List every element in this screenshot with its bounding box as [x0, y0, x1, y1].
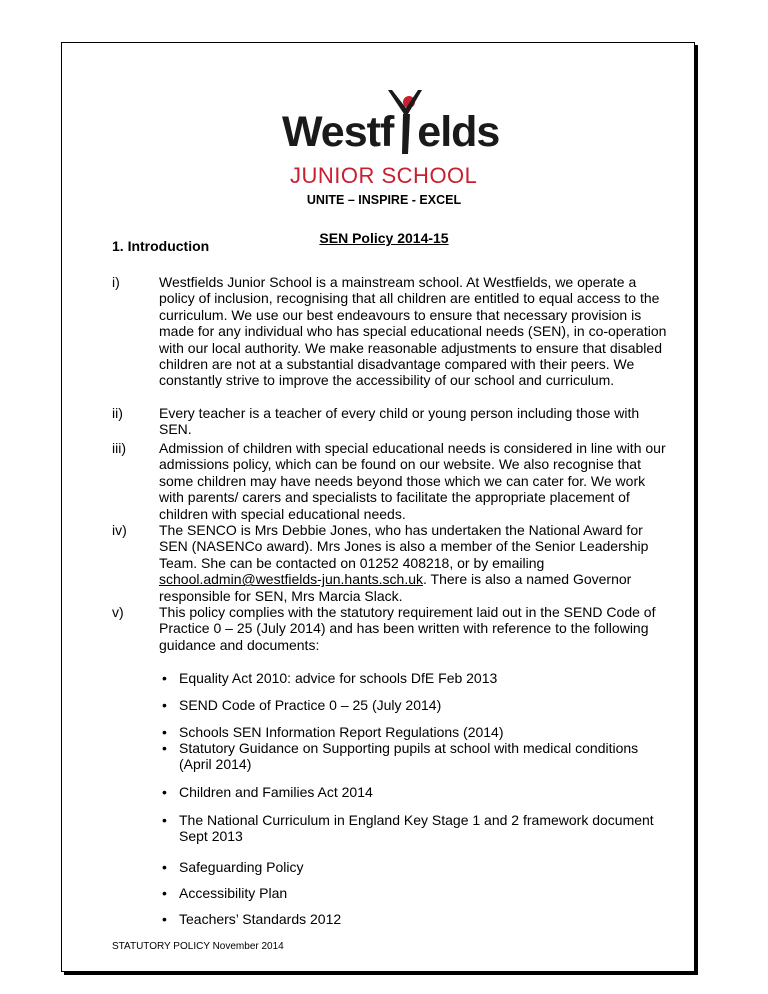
bullet-icon: • [162, 812, 167, 828]
governor-text: . There is also a named Governor responsible for SEN, Mrs Marcia Slack. [159, 571, 632, 604]
logo-word-left: Westf [282, 108, 394, 156]
list-item [112, 604, 672, 653]
jumping-figure-icon [386, 88, 426, 158]
list-item-text: Every teacher is a teacher of every child or young person including those with SEN. [159, 405, 640, 438]
list-item-text: Admission of children with special educational needs is considered in line with our admissions policy, which can be found on our website. We also recognise that some children may have needs beyond those which we can cater for. We work with parents/ carers and specialists to facilitate the appropriate placement of children with special educational needs. [159, 440, 666, 522]
bullet-item [162, 784, 662, 800]
list-item-number: i) [112, 274, 120, 290]
bullet-icon: • [162, 697, 167, 713]
bullet-item [162, 697, 662, 713]
list-item-text [159, 522, 672, 604]
bullet-icon: • [162, 784, 167, 800]
bullet-text: SEND Code of Practice 0 – 25 (July 2014) [179, 697, 442, 713]
list-item-number: iii) [112, 440, 126, 456]
logo-word-right: elds [417, 108, 500, 156]
page-footer: STATUTORY POLICY November 2014 [112, 941, 284, 952]
list-item [112, 522, 672, 604]
list-item-number: iv) [112, 522, 127, 538]
list-item [112, 440, 672, 522]
logo-subtitle: JUNIOR SCHOOL [290, 163, 478, 188]
list-item-number: v) [112, 604, 124, 620]
bullet-item [162, 724, 662, 740]
bullet-icon: • [162, 859, 167, 875]
list-item [112, 274, 672, 389]
bullet-text: The National Curriculum in England Key Stage 1 and 2 framework document Sept 2013 [179, 812, 654, 845]
email-link[interactable]: school.admin@westfields-jun.hants.sch.uk [159, 571, 424, 588]
bullet-text: Equality Act 2010: advice for schools DfE Feb 2013 [179, 670, 498, 686]
bullet-item [162, 911, 662, 927]
bullet-item [162, 859, 662, 875]
bullet-item [162, 740, 662, 773]
senco-text: The SENCO is Mrs Debbie Jones, who has undertaken the National Award for SEN (NASENCo award). Mrs Jones is also a member of the Senior Leadership Team. She can be contacted on 01252 408218, or by emailing [159, 522, 649, 571]
school-motto: UNITE – INSPIRE - EXCEL [306, 193, 462, 207]
list-item-number: ii) [112, 405, 123, 421]
bullet-text: Schools SEN Information Report Regulations (2014) [179, 724, 504, 740]
bullet-text: Safeguarding Policy [179, 859, 304, 875]
bullet-item [162, 812, 662, 845]
bullet-item [162, 885, 662, 901]
bullet-item [162, 670, 662, 686]
list-item [112, 405, 672, 438]
bullet-icon: • [162, 670, 167, 686]
bullet-icon: • [162, 911, 167, 927]
bullet-text: Statutory Guidance on Supporting pupils at school with medical conditions (April 2014) [179, 740, 639, 773]
list-item-text: This policy complies with the statutory requirement laid out in the SEND Code of Practice 0 – 25 (July 2014) and has been written with reference to the following guidance and documents: [159, 604, 656, 653]
school-logo [276, 88, 500, 192]
bullet-text: Children and Families Act 2014 [179, 784, 373, 800]
section-heading: 1. Introduction [112, 238, 210, 254]
bullet-icon: • [162, 724, 167, 740]
bullet-icon: • [162, 885, 167, 901]
bullet-text: Accessibility Plan [179, 885, 288, 901]
list-item-text: Westfields Junior School is a mainstream school. At Westfields, we operate a policy of inclusion, recognising that all children are entitled to equal access to the curriculum. We use our best endeavours to ensure that necessary provision is made for any individual who has special educational needs (SEN), in co-operation with our local authority. We make reasonable adjustments to ensure that disabled children are not at a substantial disadvantage compared with their peers. We constantly strive to improve the accessibility of our school and curriculum. [159, 274, 667, 389]
bullet-text: Teachers’ Standards 2012 [179, 911, 342, 927]
policy-title: SEN Policy 2014-15 [319, 230, 449, 246]
bullet-icon: • [162, 740, 167, 756]
